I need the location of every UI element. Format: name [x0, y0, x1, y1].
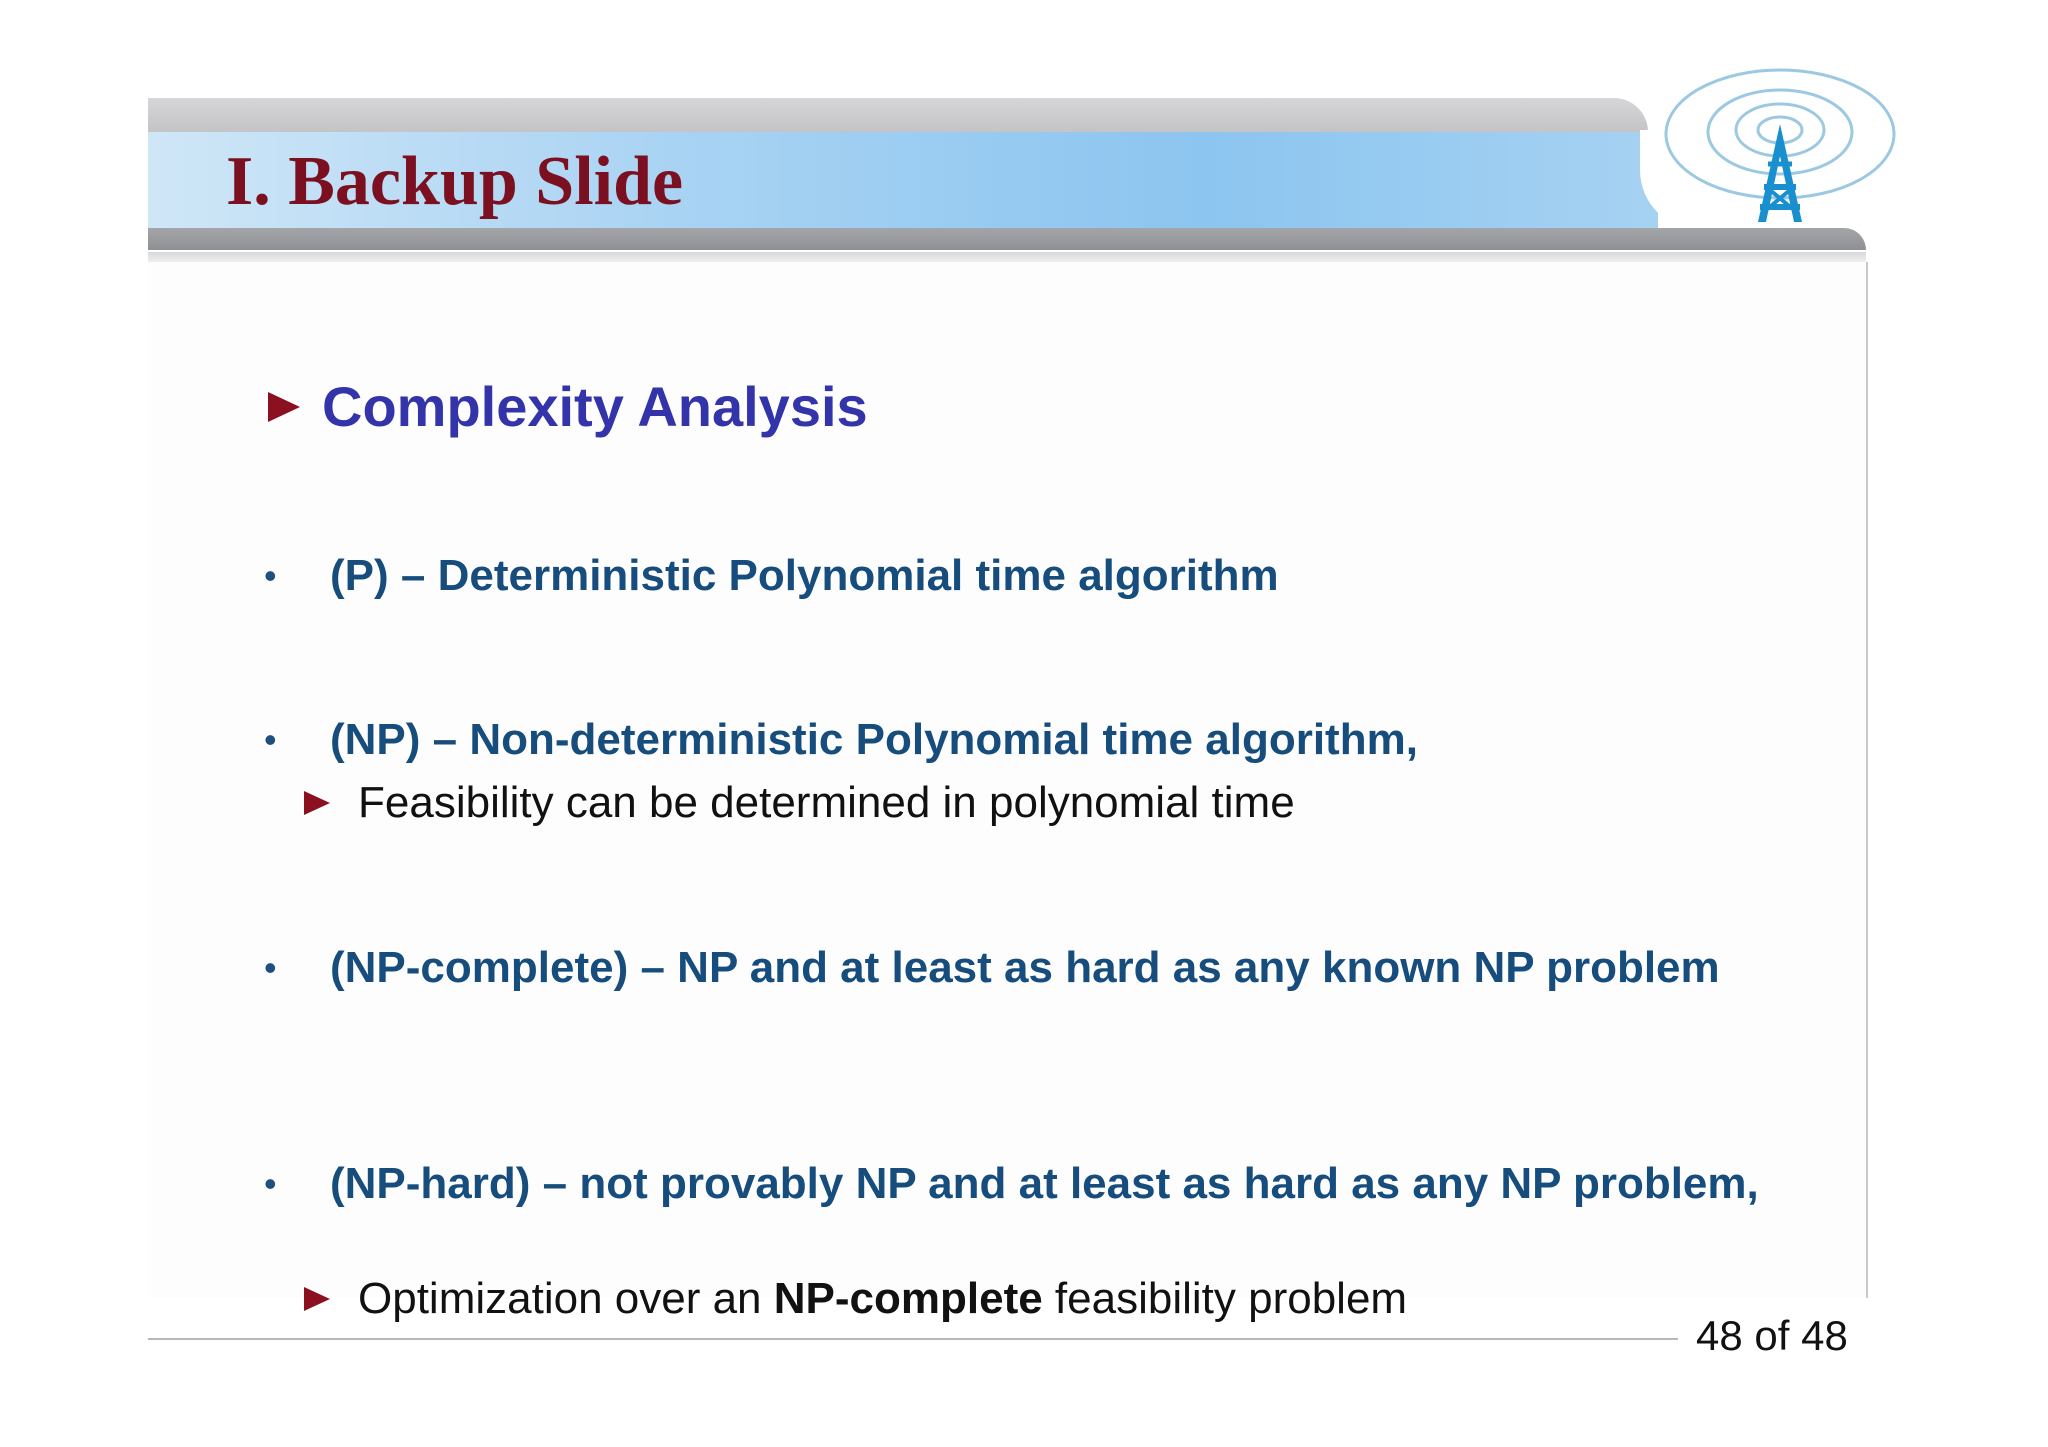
slide-title: I. Backup Slide — [226, 143, 684, 220]
bullet-text: (NP-complete) – NP and at least as hard as any known NP problem — [330, 943, 1720, 992]
triangle-right-icon — [304, 791, 330, 815]
sub-bullet-item — [304, 1274, 1407, 1324]
bullet-text: (P) – Deterministic Polynomial time algorithm — [330, 551, 1279, 600]
section-heading — [268, 374, 868, 439]
bullet-marker: • — [264, 947, 277, 988]
bullet-item — [264, 942, 1780, 994]
bullet-text: (NP) – Non-deterministic Polynomial time algorithm, — [330, 715, 1418, 764]
header-band-top — [148, 98, 1648, 132]
sub-bullet-suffix: feasibility problem — [1042, 1274, 1408, 1323]
sub-bullet-text — [358, 1274, 1407, 1324]
sub-bullet-prefix: Optimization over an — [358, 1274, 774, 1323]
bullet-item — [264, 1158, 1780, 1210]
bullet-marker: • — [264, 555, 277, 596]
sub-bullet-item — [304, 778, 1295, 828]
page-number: 48 of 48 — [1696, 1312, 1848, 1359]
sub-bullet-bold: NP-complete — [773, 1274, 1043, 1323]
section-heading-label: Complexity Analysis — [322, 375, 868, 438]
radio-tower-icon — [1660, 64, 1900, 234]
bullet-marker: • — [264, 1163, 277, 1204]
triangle-right-icon — [304, 1287, 330, 1311]
header-band-shadow — [148, 252, 1866, 262]
bullet-marker: • — [264, 719, 277, 760]
bullet-item — [264, 550, 1780, 602]
sub-bullet-text: Feasibility can be determined in polynomial time — [358, 778, 1295, 827]
bullet-text: (NP-hard) – not provably NP and at least as hard as any NP problem, — [330, 1159, 1759, 1208]
header-band-bottom — [148, 228, 1866, 250]
bullet-item — [264, 714, 1780, 766]
triangle-right-icon — [268, 392, 300, 422]
footer-divider — [148, 1338, 1678, 1340]
